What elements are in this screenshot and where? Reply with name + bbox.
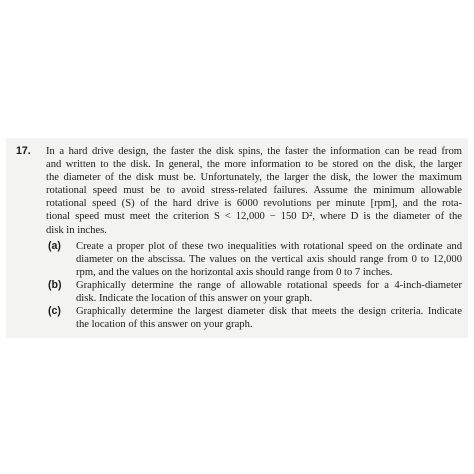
stem-line: In a hard drive design, the faster the disk spins, the faster the information can be read from [46, 146, 462, 157]
problem-parts [16, 240, 462, 332]
stem-line: and written to the disk. In general, the more information to be stored on the disk, the larger [46, 159, 462, 171]
part-c-label: (c) [48, 305, 61, 318]
part-a-line: diameter on the abscissa. The values on the vertical axis should range from 0 to 12,000 [76, 253, 462, 265]
part-b-label: (b) [48, 278, 62, 291]
part-a [16, 240, 462, 279]
part-b-line: disk. Indicate the location of this answer on your graph. [76, 293, 313, 305]
part-b [16, 279, 462, 305]
problem-stem [16, 145, 462, 158]
stem-line: the diameter of the disk must be. Unfortunately, the larger the disk, the lower the maximum [46, 172, 462, 184]
stem-line: tional speed must meet the criterion S < 12,000 − 150 D², where D is the diameter of the [46, 211, 462, 223]
stem-line: rotational speed (S) of the hard drive is 6000 revolutions per minute [rpm], and the rota- [46, 198, 462, 210]
part-a-line: rpm, and the values on the horizontal axis should range from 0 to 7 inches. [76, 266, 393, 278]
part-c [16, 305, 462, 331]
part-a-label: (a) [48, 239, 61, 252]
problem-17 [16, 145, 462, 331]
part-c-line: the location of this answer on your graph. [76, 319, 253, 331]
part-c-line: Graphically determine the largest diameter disk that meets the design criteria. Indicate [76, 306, 462, 318]
part-b-line: Graphically determine the range of allowable rotational speeds for a 4-inch-diameter [76, 279, 462, 291]
part-a-line: Create a proper plot of these two inequalities with rotational speed on the ordinate and [76, 240, 462, 252]
problem-stem-continued [16, 158, 462, 237]
problem-number: 17. [16, 145, 31, 157]
stem-line: rotational speed must be to avoid stress-related failures. Assume the minimum allowable [46, 185, 462, 197]
stem-line: disk in inches. [46, 224, 107, 236]
